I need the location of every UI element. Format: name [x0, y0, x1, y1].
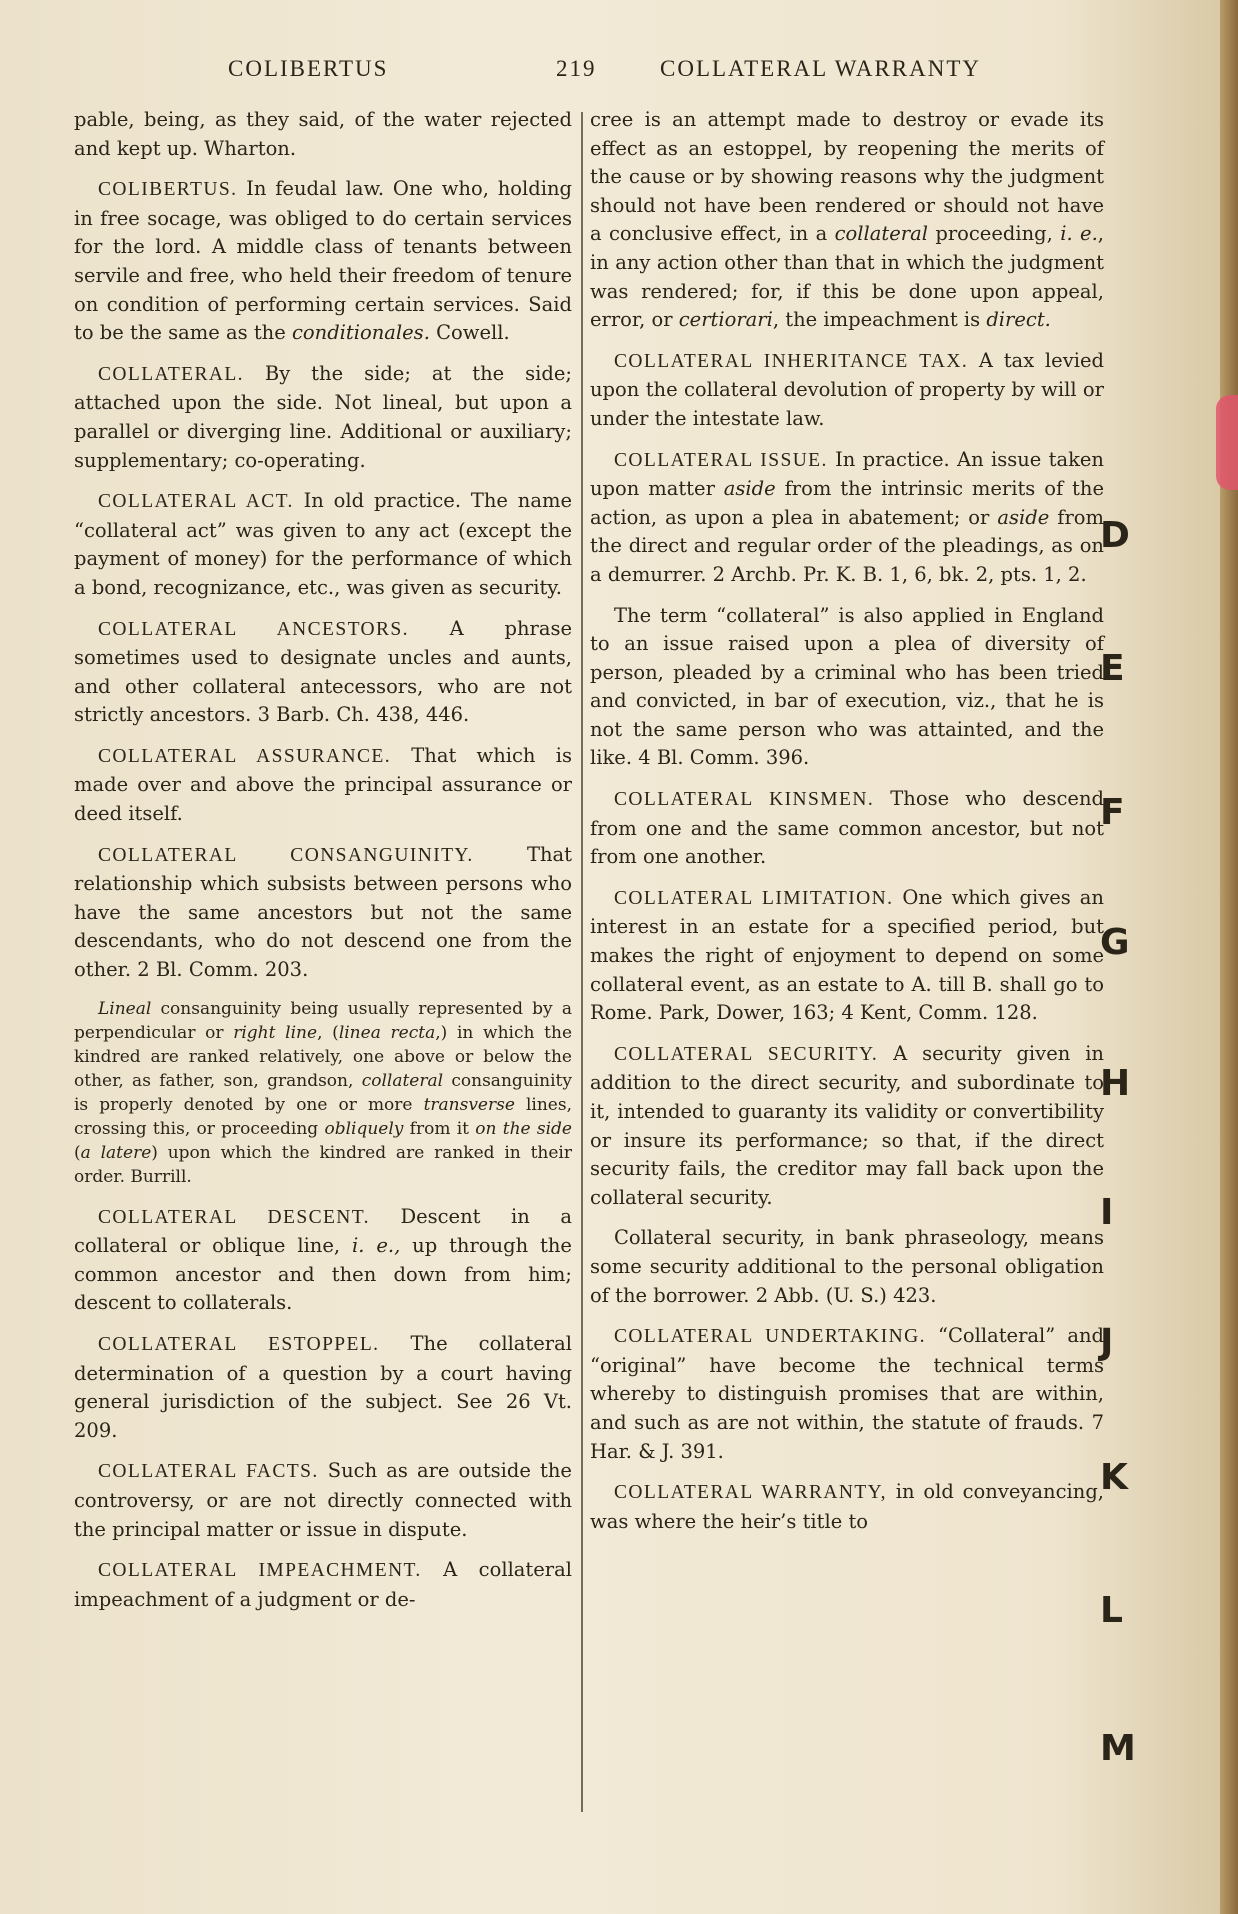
- thumb-index-letter: H: [1100, 1063, 1131, 1104]
- entry-text: pable, being, as they said, of the water rejected and kept up. Wharton.: [74, 108, 572, 160]
- dictionary-entry: [590, 1040, 1104, 1213]
- dictionary-entry: [74, 360, 572, 475]
- entry-text: , in any action other than that in which the judgment was rendered; for, if this be done upon appeal, error, or: [590, 222, 1104, 332]
- continued-text: [590, 106, 1104, 335]
- entry-text: A tax levied upon the collateral devolution of property by will or under the intestate law.: [590, 348, 1104, 430]
- italic-text: aside: [723, 477, 776, 501]
- entry-text: That which is made over and above the principal assurance or deed itself.: [74, 743, 572, 826]
- entry-text: In old practice. The name “collateral act” was given to any act (except the payment of money) for the performance of which a bond, recognizance, etc., was given as security.: [74, 489, 572, 599]
- entry-text: from the intrinsic merits of the action, as upon a plea in abatement; or: [590, 477, 1104, 529]
- italic-text: a latere: [80, 1142, 152, 1163]
- italic-text: aside: [997, 505, 1050, 529]
- italic-text: i. e.,: [352, 1234, 401, 1258]
- entry-text: A security given in addition to the direct security, and subordinate to it, intended to guaranty its validity or convertibility or insure its performance; so that, if the direct security fails, the creditor may fall back upon the collateral security.: [590, 1041, 1104, 1209]
- entry-term: COLLATERAL ISSUE.: [614, 449, 828, 471]
- entry-text: Collateral security, in bank phraseology, means some security additional to the personal obligation of the borrower. 2 Abb. (U. S.) 423.: [590, 1226, 1104, 1307]
- entry-text: from it: [403, 1118, 476, 1139]
- dictionary-entry: [590, 446, 1104, 590]
- dictionary-entry: [590, 785, 1104, 872]
- italic-text: direct.: [986, 308, 1051, 332]
- dictionary-entry: [74, 175, 572, 348]
- entry-term: COLLATERAL ANCESTORS.: [98, 618, 409, 640]
- entry-text: A collateral impeachment of a judgment or de-: [74, 1558, 572, 1611]
- dictionary-entry: [74, 1330, 572, 1445]
- entry-term: COLLATERAL IMPEACHMENT.: [98, 1560, 422, 1582]
- italic-text: right line: [233, 1022, 318, 1043]
- italic-text: transverse: [423, 1094, 515, 1115]
- entry-term: COLLATERAL ACT.: [98, 491, 294, 513]
- entry-text: from the direct and regular order of the pleadings, as on a demurrer. 2 Archb. Pr. K. B. 1, 6, bk. 2, pts. 1, 2.: [590, 505, 1105, 586]
- entry-text: ,) in which the kindred are ranked relatively, one above or below the other, as father, son, grandson,: [74, 1022, 573, 1091]
- entry-text: cree is an attempt made to destroy or evade its effect as an estoppel, by reopening the merits of the cause or by showing reasons why the judgment should not have been rendered or should not have a conclusive effect, in a: [590, 108, 1104, 246]
- entry-term: COLLATERAL.: [98, 363, 244, 385]
- header-first-term: COLIBERTUS: [228, 56, 389, 81]
- entry-text: ) upon which the kindred are ranked in their order. Burrill.: [74, 1142, 572, 1187]
- italic-text: Lineal: [98, 998, 152, 1019]
- dictionary-entry: [590, 884, 1104, 1028]
- entry-text: That relationship which subsists between persons who have the same ancestors but not the same descendants, who do not descend one from the other. 2 Bl. Comm. 203.: [74, 842, 572, 982]
- entry-term: COLLATERAL DESCENT.: [98, 1206, 370, 1228]
- entry-text: Such as are outside the controversy, or are not directly connected with the principal matter or issue in dispute.: [74, 1459, 572, 1541]
- italic-text: collateral: [834, 222, 928, 246]
- sub-paragraph: [590, 1224, 1104, 1310]
- entry-term: COLLATERAL WARRANTY,: [614, 1482, 887, 1504]
- dictionary-entry: [590, 1478, 1104, 1536]
- italic-text: obliquely: [324, 1118, 404, 1139]
- entry-text: consanguinity is properly denoted by one or more: [74, 1070, 572, 1115]
- entry-text: The collateral determination of a question by a court having general jurisdiction of the subject. See 26 Vt. 209.: [74, 1332, 572, 1442]
- entry-text: “Collateral” and “original” have become the technical terms whereby to distinguish promises that are within, and such as are not within, the statute of frauds. 7 Har. & J. 391.: [590, 1324, 1104, 1463]
- thumb-index-letter: L: [1100, 1590, 1123, 1631]
- dictionary-entry: [74, 1203, 572, 1318]
- dictionary-entry: [74, 742, 572, 829]
- entry-text: consanguinity being usually represented by a perpendicular or: [74, 998, 572, 1043]
- page-number: 219: [556, 56, 597, 81]
- dictionary-entry: [590, 1322, 1104, 1466]
- continued-text: [74, 106, 572, 163]
- entry-text: In practice. An issue taken upon matter: [590, 447, 1104, 501]
- header-last-term: COLLATERAL WARRANTY: [660, 56, 982, 81]
- red-page-tab: [1216, 395, 1238, 490]
- entry-term: COLLATERAL KINSMEN.: [614, 789, 875, 811]
- entry-text: Those who descend from one and the same common ancestor, but not from one another.: [590, 787, 1104, 869]
- dictionary-entry: [74, 615, 572, 730]
- running-header: [0, 52, 1238, 92]
- thumb-index-letter: K: [1100, 1457, 1128, 1498]
- dictionary-entry: [74, 1457, 572, 1544]
- thumb-index-letter: M: [1100, 1728, 1136, 1769]
- dictionary-entry: [74, 1556, 572, 1614]
- thumb-index-letter: G: [1100, 922, 1130, 963]
- dictionary-entry: [590, 347, 1104, 434]
- entry-text: A phrase sometimes used to designate uncles and aunts, and other collateral antecessors, who are not strictly ancestors. 3 Barb. Ch. 438, 446.: [74, 616, 572, 727]
- thumb-index-letter: I: [1100, 1192, 1114, 1233]
- italic-text: conditionales.: [291, 321, 430, 345]
- dictionary-entry: [74, 841, 572, 985]
- right-column: [590, 106, 1104, 1548]
- dictionary-entry: [74, 487, 572, 602]
- entry-term: COLLATERAL LIMITATION.: [614, 887, 894, 909]
- entry-term: COLLATERAL INHERITANCE TAX.: [614, 350, 969, 372]
- entry-text: proceeding,: [927, 222, 1061, 246]
- entry-text: , (: [317, 1022, 339, 1043]
- entry-text: One which gives an interest in an estate for a specified period, but makes the right of enjoyment to depend on some collateral event, as an estate to A. till B. shall go to Rome. Park, Dower, 163; 4 Kent, Comm. 128.: [590, 885, 1104, 1025]
- italic-text: linea recta: [338, 1022, 436, 1043]
- italic-text: certiorari: [678, 308, 773, 332]
- thumb-index-letter: E: [1100, 648, 1125, 689]
- entry-text: The term “collateral” is also applied in England to an issue raised upon a plea of diversity of person, pleaded by a criminal who has been tried and convicted, in bar of execution, viz., that he is not the same person who was attainted, and the like. 4 Bl. Comm. 396.: [590, 603, 1104, 770]
- entry-text: , the impeachment is: [772, 308, 987, 332]
- entry-term: COLLATERAL SECURITY.: [614, 1043, 879, 1065]
- sub-paragraph: [590, 602, 1104, 774]
- entry-text: (: [74, 1142, 81, 1163]
- entry-text: Descent in a collateral or oblique line,: [74, 1204, 572, 1258]
- entry-term: COLLATERAL FACTS.: [98, 1461, 319, 1483]
- entry-text: lines, crossing this, or proceeding: [74, 1094, 572, 1139]
- note-paragraph: [74, 997, 572, 1189]
- italic-text: on the side: [475, 1118, 572, 1139]
- column-divider: [581, 112, 583, 1812]
- book-spine: [1220, 0, 1238, 1914]
- thumb-index-letter: F: [1100, 792, 1125, 833]
- entry-text: in old conveyancing, was where the heir’s title to: [590, 1480, 1105, 1533]
- entry-text: By the side; at the side; attached upon the side. Not lineal, but upon a parallel or diverging line. Additional or auxiliary; supplementary; co-operating.: [74, 361, 572, 472]
- entry-term: COLLATERAL CONSANGUINITY.: [98, 844, 474, 866]
- italic-text: i. e.: [1060, 222, 1098, 246]
- left-column: [74, 106, 572, 1626]
- entry-term: COLIBERTUS.: [98, 179, 238, 201]
- italic-text: collateral: [361, 1070, 444, 1091]
- entry-text: up through the common ancestor and then down from him; descent to collaterals.: [74, 1234, 572, 1315]
- entry-term: COLLATERAL ASSURANCE.: [98, 745, 391, 767]
- thumb-index-letter: D: [1100, 515, 1130, 556]
- entry-term: COLLATERAL ESTOPPEL.: [98, 1334, 380, 1355]
- entry-text: Cowell.: [429, 321, 510, 345]
- entry-term: COLLATERAL UNDERTAKING.: [614, 1326, 926, 1348]
- thumb-index-letter: J: [1100, 1322, 1114, 1363]
- entry-text: In feudal law. One who, holding in free socage, was obliged to do certain services for the lord. A middle class of tenants between servile and free, who held their freedom of tenure on condition of performing certain services. Said to be the same as the: [74, 177, 572, 345]
